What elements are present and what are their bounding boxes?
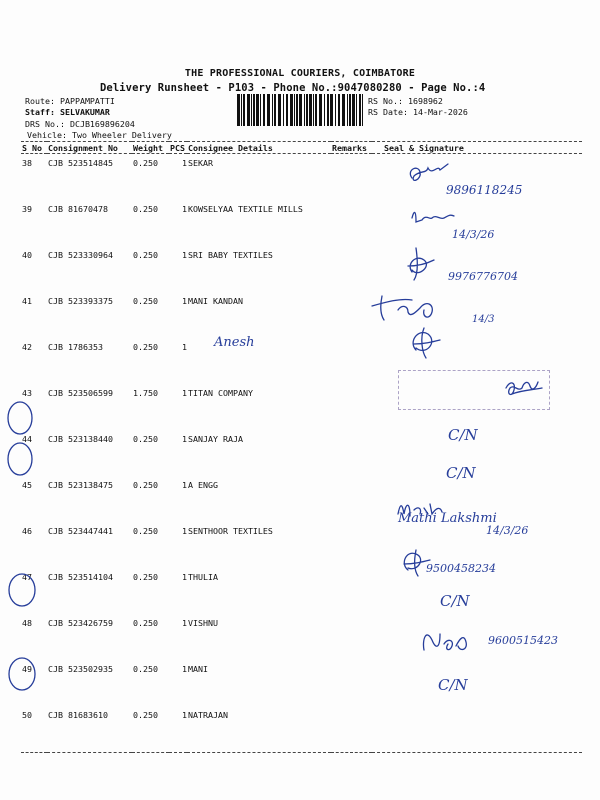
staff-label: Staff: SELVAKUMAR bbox=[25, 107, 110, 117]
sno-cell: 44 bbox=[22, 434, 32, 444]
handwritten-phone-49: 9600515423 bbox=[488, 634, 558, 647]
remarks-cell bbox=[331, 154, 372, 201]
pcs-cell: 1 bbox=[182, 204, 187, 214]
handwritten-name-42: Anesh bbox=[214, 335, 255, 350]
consignment-cell: CJB 81670478 bbox=[48, 204, 108, 214]
col-remarks: Remarks bbox=[331, 142, 372, 154]
seal-cell bbox=[372, 614, 582, 660]
consignee-cell: SANJAY RAJA bbox=[188, 434, 243, 444]
handwritten-phone-47: 9500458234 bbox=[426, 562, 496, 575]
col-sno: S No bbox=[21, 142, 47, 154]
barcode-bar bbox=[253, 94, 255, 126]
runsheet-subtitle: Delivery Runsheet - P103 - Phone No.:9047080280 - Page No.:4 bbox=[100, 82, 486, 94]
barcode-bar bbox=[327, 94, 329, 126]
sno-cell: 39 bbox=[22, 204, 32, 214]
barcode-bar bbox=[256, 94, 259, 126]
rs-number: RS No.: 1698962 bbox=[368, 96, 443, 106]
pcs-cell: 1 bbox=[182, 158, 187, 168]
seal-cell bbox=[372, 200, 582, 246]
barcode-bar bbox=[283, 94, 284, 126]
table-row bbox=[21, 522, 582, 568]
weight-cell: 0.250 bbox=[133, 480, 158, 490]
table-row bbox=[21, 476, 582, 522]
barcode-bar bbox=[313, 94, 314, 126]
remarks-cell bbox=[331, 246, 372, 292]
consignment-cell: CJB 523502935 bbox=[48, 664, 113, 674]
sno-cell: 48 bbox=[22, 618, 32, 628]
barcode-bar bbox=[319, 94, 322, 126]
seal-cell bbox=[372, 430, 582, 476]
table-row bbox=[21, 430, 582, 476]
barcode-bar bbox=[296, 94, 298, 126]
consignment-cell: CJB 523393375 bbox=[48, 296, 113, 306]
pcs-cell: 1 bbox=[182, 526, 187, 536]
table-header-row bbox=[21, 142, 582, 154]
consignment-cell: CJB 523514845 bbox=[48, 158, 113, 168]
consignee-cell: NATRAJAN bbox=[187, 706, 331, 753]
seal-cell bbox=[372, 476, 582, 522]
consignee-cell: TITAN COMPANY bbox=[188, 388, 253, 398]
vehicle-label: Vehicle: Two Wheeler Delivery bbox=[27, 130, 172, 140]
remarks-cell bbox=[331, 430, 372, 476]
handwritten-phone-38: 9896118245 bbox=[446, 183, 523, 197]
titan-seal-stamp bbox=[398, 370, 550, 410]
seal-cell bbox=[372, 568, 582, 614]
weight-cell: 0.250 bbox=[133, 250, 158, 260]
barcode-bar bbox=[247, 94, 250, 126]
handwritten-note-45: C/N bbox=[446, 464, 476, 482]
barcode-bar bbox=[263, 94, 265, 126]
pcs-cell: 1 bbox=[182, 388, 187, 398]
consignee-cell: KOWSELYAA TEXTILE MILLS bbox=[188, 204, 303, 214]
consignee-cell: SEKAR bbox=[188, 158, 213, 168]
barcode-bar bbox=[272, 94, 273, 126]
weight-cell: 0.250 bbox=[133, 434, 158, 444]
pcs-cell: 1 bbox=[182, 664, 187, 674]
barcode-bar bbox=[349, 94, 351, 126]
barcode-bar bbox=[330, 94, 333, 126]
seal-cell bbox=[372, 706, 582, 753]
weight-cell: 0.250 bbox=[133, 526, 158, 536]
handwritten-date-41: 14/3 bbox=[472, 314, 495, 325]
barcode-bar bbox=[260, 94, 261, 126]
handwritten-note-44: C/N bbox=[448, 426, 478, 444]
consignment-cell: CJB 523330964 bbox=[48, 250, 113, 260]
barcode-bar bbox=[306, 94, 308, 126]
weight-cell: 0.250 bbox=[133, 572, 158, 582]
weight-cell: 0.250 bbox=[132, 706, 169, 753]
col-seal: Seal & Signature bbox=[372, 142, 582, 154]
consignment-cell: CJB 523426759 bbox=[48, 618, 113, 628]
barcode-bar bbox=[294, 94, 295, 126]
sno-cell: 50 bbox=[21, 706, 47, 753]
runsheet-table bbox=[21, 141, 582, 753]
col-consignee: Consignee Details bbox=[187, 142, 331, 154]
route-label: Route: PAPPAMPATTI bbox=[25, 96, 115, 106]
consignee-cell bbox=[187, 338, 331, 384]
barcode-bar bbox=[290, 94, 293, 126]
pcs-cell: 1 bbox=[182, 434, 187, 444]
seal-cell bbox=[372, 154, 582, 201]
table-row bbox=[21, 660, 582, 706]
col-consignment: Consignment No bbox=[47, 142, 132, 154]
table-row bbox=[21, 200, 582, 246]
handwritten-phone-40: 9976776704 bbox=[448, 270, 518, 283]
table-row bbox=[21, 246, 582, 292]
col-pcs: PCS bbox=[170, 142, 185, 153]
barcode-bar bbox=[356, 94, 357, 126]
pcs-cell: 1 bbox=[182, 618, 187, 628]
barcode-bar bbox=[335, 94, 336, 126]
seal-cell bbox=[372, 292, 582, 338]
barcode-bar bbox=[304, 94, 305, 126]
weight-cell: 0.250 bbox=[133, 618, 158, 628]
handwritten-date-46: 14/3/26 bbox=[486, 524, 529, 537]
consignment-cell: CJB 523506599 bbox=[48, 388, 113, 398]
barcode-bar bbox=[299, 94, 302, 126]
weight-cell: 0.250 bbox=[133, 204, 158, 214]
barcode-bar bbox=[237, 94, 240, 126]
barcode-bar bbox=[241, 94, 242, 126]
consignment-cell: CJB 523138475 bbox=[48, 480, 113, 490]
sno-cell: 43 bbox=[22, 388, 32, 398]
remarks-cell bbox=[331, 200, 372, 246]
remarks-cell bbox=[331, 522, 372, 568]
handwritten-name-46: Mathi Lakshmi bbox=[398, 511, 497, 526]
runsheet-title: THE PROFESSIONAL COURIERS, COIMBATORE bbox=[184, 68, 416, 79]
sno-cell: 49 bbox=[22, 664, 32, 674]
barcode-bar bbox=[347, 94, 348, 126]
handwritten-note-50: C/N bbox=[438, 676, 468, 694]
barcode-bar bbox=[359, 94, 361, 126]
seal-cell bbox=[372, 522, 582, 568]
remarks-cell bbox=[331, 476, 372, 522]
sno-cell: 47 bbox=[22, 572, 32, 582]
barcode-bar bbox=[251, 94, 252, 126]
seal-cell bbox=[372, 246, 582, 292]
remarks-cell bbox=[331, 660, 372, 706]
weight-cell: 0.250 bbox=[133, 296, 158, 306]
sno-cell: 42 bbox=[22, 342, 32, 352]
sno-cell: 38 bbox=[22, 158, 32, 168]
table-row bbox=[21, 614, 582, 660]
pcs-cell: 1 bbox=[182, 572, 187, 582]
seal-cell bbox=[372, 660, 582, 706]
weight-cell: 0.250 bbox=[133, 158, 158, 168]
consignee-cell: VISHNU bbox=[188, 618, 218, 628]
barcode-bar bbox=[309, 94, 312, 126]
barcode bbox=[237, 94, 363, 126]
consignment-cell: CJB 523447441 bbox=[48, 526, 113, 536]
consignee-cell: A ENGG bbox=[188, 480, 218, 490]
pcs-cell: 1 bbox=[182, 250, 187, 260]
pcs-cell: 1 bbox=[182, 342, 187, 352]
handwritten-note-48: C/N bbox=[440, 592, 470, 610]
handwritten-date-39: 14/3/26 bbox=[452, 228, 495, 241]
drs-number: DRS No.: DCJB169896204 bbox=[25, 119, 135, 129]
sno-cell: 40 bbox=[22, 250, 32, 260]
barcode-bar bbox=[267, 94, 270, 126]
remarks-cell bbox=[331, 292, 372, 338]
barcode-bar bbox=[338, 94, 340, 126]
consignment-cell: CJB 81683610 bbox=[47, 706, 132, 753]
pcs-cell: 1 bbox=[182, 296, 187, 306]
remarks-cell bbox=[331, 384, 372, 430]
remarks-cell bbox=[331, 614, 372, 660]
consignee-cell: SENTHOOR TEXTILES bbox=[188, 526, 273, 536]
table-row bbox=[21, 568, 582, 614]
remarks-cell bbox=[331, 706, 372, 753]
table-row bbox=[21, 154, 582, 201]
sno-cell: 46 bbox=[22, 526, 32, 536]
barcode-bar bbox=[324, 94, 325, 126]
rs-date: RS Date: 14-Mar-2026 bbox=[368, 107, 468, 117]
sno-cell: 45 bbox=[22, 480, 32, 490]
pcs-cell: 1 bbox=[169, 706, 187, 753]
table-row bbox=[21, 292, 582, 338]
consignee-cell: MANI bbox=[188, 664, 208, 674]
pcs-cell: 1 bbox=[182, 480, 187, 490]
remarks-cell bbox=[331, 568, 372, 614]
sno-cell: 41 bbox=[22, 296, 32, 306]
consignee-cell: MANI KANDAN bbox=[188, 296, 243, 306]
consignee-cell: SRI BABY TEXTILES bbox=[188, 250, 273, 260]
consignee-cell: THULIA bbox=[188, 572, 218, 582]
consignment-cell: CJB 1786353 bbox=[48, 342, 103, 352]
barcode-bar bbox=[286, 94, 288, 126]
barcode-bar bbox=[342, 94, 345, 126]
table-row bbox=[21, 706, 582, 753]
barcode-bar bbox=[278, 94, 281, 126]
col-weight: Weight bbox=[132, 142, 169, 154]
consignment-cell: CJB 523514104 bbox=[48, 572, 113, 582]
barcode-bar bbox=[362, 94, 363, 126]
barcode-bar bbox=[274, 94, 276, 126]
barcode-bar bbox=[243, 94, 245, 126]
remarks-cell bbox=[331, 338, 372, 384]
weight-cell: 0.250 bbox=[133, 664, 158, 674]
consignment-cell: CJB 523138440 bbox=[48, 434, 113, 444]
weight-cell: 0.250 bbox=[133, 342, 158, 352]
barcode-bar bbox=[352, 94, 355, 126]
weight-cell: 1.750 bbox=[133, 388, 158, 398]
barcode-bar bbox=[315, 94, 317, 126]
